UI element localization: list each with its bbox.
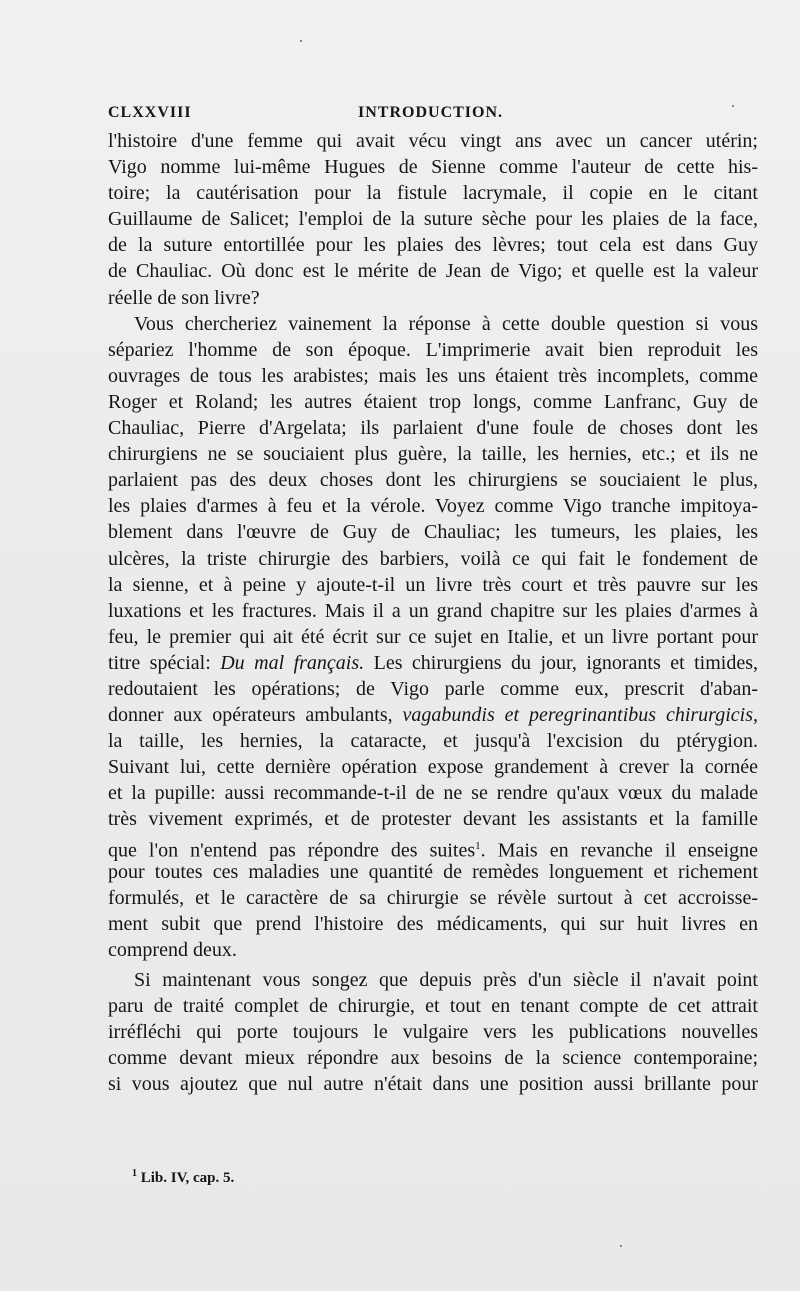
text-run: titre spécial: <box>108 651 221 674</box>
text-line: Chauliac, Pierre d'Argelata; ils parlaient d'une foule de choses dont les <box>108 417 758 440</box>
text-line: la taille, les hernies, la cataracte, et jusqu'à l'excision du ptérygion. <box>108 730 758 753</box>
text-run: Les chirurgiens du jour, ignorants et timides, <box>364 651 759 674</box>
text-line: comme devant mieux répondre aux besoins de la science contemporaine; <box>108 1047 758 1070</box>
text-line <box>108 702 758 728</box>
text-line: Vous chercheriez vainement la réponse à cette double question si vous <box>134 312 758 335</box>
text-line: parlaient pas des deux choses dont les chirurgiens se souciaient le plus, <box>108 469 758 492</box>
footnote <box>132 1168 234 1187</box>
text-line: si vous ajoutez que nul autre n'était dans une position aussi brillante pour <box>108 1073 758 1096</box>
italic-latin: vagabundis et peregrinantibus chirurgicis, <box>402 704 758 727</box>
text-line: comprend deux. <box>108 938 237 961</box>
text-line: irréfléchi qui porte toujours le vulgaire vers les publications nouvelles <box>108 1021 758 1044</box>
text-line: paru de traité complet de chirurgie, et tout en tenant compte de cet attrait <box>108 995 758 1018</box>
text-line: de la suture entortillée pour les plaies des lèvres; tout cela est dans Guy <box>108 234 758 257</box>
paper-speck <box>620 1245 622 1247</box>
paper-speck <box>732 105 734 107</box>
running-head <box>108 104 760 130</box>
text-line: toire; la cautérisation pour la fistule lacrymale, il copie en le citant <box>108 182 758 205</box>
text-line: formulés, et le caractère de sa chirurgie se révèle surtout à cet accroisse- <box>108 886 758 909</box>
footnote-text: Lib. IV, cap. 5. <box>140 1170 235 1186</box>
text-line <box>108 650 758 676</box>
text-line: Guillaume de Salicet; l'emploi de la suture sèche pour les plaies de la face, <box>108 208 758 231</box>
footnote-reference[interactable]: 1 <box>475 839 481 852</box>
text-line <box>108 833 758 862</box>
text-line: Vigo nomme lui-même Hugues de Sienne comme l'auteur de cette his- <box>108 156 758 179</box>
text-line: sépariez l'homme de son époque. L'imprimerie avait bien reproduit les <box>108 338 758 361</box>
italic-title: Du mal français. <box>220 651 365 674</box>
footnote-mark: 1 <box>132 1168 137 1179</box>
text-line: ouvrages de tous les arabistes; mais les uns étaient très incomplets, comme <box>108 364 758 387</box>
text-line: de Chauliac. Où donc est le mérite de Jean de Vigo; et quelle est la valeur <box>108 260 758 283</box>
text-line: Roger et Roland; les autres étaient trop longs, comme Lanfranc, Guy de <box>108 390 758 413</box>
body-text <box>108 128 758 1097</box>
text-line: très vivement exprimés, et de protester devant les assistants et la famille <box>108 808 758 831</box>
text-run: donner aux opérateurs ambulants, <box>108 704 403 727</box>
paper-speck <box>300 40 302 42</box>
text-line: chirurgiens ne se souciaient plus guère, la taille, les hernies, etc.; et ils ne <box>108 443 758 466</box>
text-line: Suivant lui, cette dernière opération expose grandement à crever la cornée <box>108 756 758 779</box>
text-line: ment subit que prend l'histoire des médicaments, qui sur huit livres en <box>108 912 758 935</box>
text-line: redoutaient les opérations; de Vigo parle comme eux, prescrit d'aban- <box>108 677 758 700</box>
text-line: ulcères, la triste chirurgie des barbiers, voilà ce qui fait le fondement de <box>108 547 758 570</box>
text-line: Si maintenant vous songez que depuis près d'un siècle il n'avait point <box>134 969 758 991</box>
section-title: INTRODUCTION. <box>358 104 504 121</box>
text-line: la sienne, et à peine y ajoute-t-il un livre très court et très pauvre sur les <box>108 573 758 596</box>
text-line: blement dans l'œuvre de Guy de Chauliac; les tumeurs, les plaies, les <box>108 521 758 544</box>
text-line: les plaies d'armes à feu et la vérole. Voyez comme Vigo tranche impitoya- <box>108 495 758 518</box>
text-line: l'histoire d'une femme qui avait vécu vingt ans avec un cancer utérin; <box>108 130 758 152</box>
text-line: feu, le premier qui ait été écrit sur ce sujet en Italie, et un livre portant pour <box>108 625 758 648</box>
text-line: pour toutes ces maladies une quantité de remèdes longuement et richement <box>108 860 758 883</box>
text-line: luxations et les fractures. Mais il a un grand chapitre sur les plaies d'armes à <box>108 599 758 622</box>
text-run: que l'on n'entend pas répondre des suites <box>108 839 476 862</box>
page-number: CLXXVIII <box>108 104 192 121</box>
text-run: . Mais en revanche il enseigne <box>480 839 758 862</box>
text-line: réelle de son livre? <box>108 286 260 309</box>
text-line: et la pupille: aussi recommande-t-il de ne se rendre qu'aux vœux du malade <box>108 782 758 805</box>
